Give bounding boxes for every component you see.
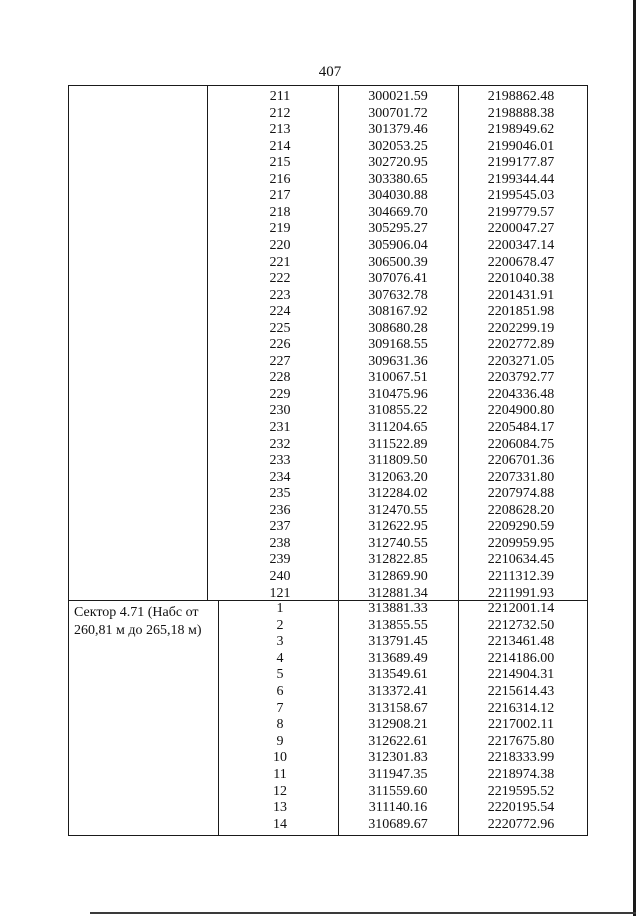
- x-coordinate: 305906.04: [368, 237, 428, 253]
- column-divider-1b: [218, 600, 219, 836]
- y-coordinate: 2199779.57: [487, 204, 555, 220]
- x-coordinate: 312881.34: [368, 585, 428, 601]
- y-coordinate: 2209290.59: [487, 519, 555, 535]
- x-coordinate: 310855.22: [368, 403, 428, 419]
- y-coordinate: 2201851.98: [487, 304, 555, 320]
- x-coordinate: 313855.55: [368, 617, 428, 633]
- y-coordinate: 2201040.38: [487, 271, 555, 287]
- point-number: 213: [269, 122, 291, 138]
- y-coordinate: 2201431.91: [487, 287, 555, 303]
- y-coordinate: 2218333.99: [487, 750, 555, 766]
- x-coordinate: 311809.50: [368, 453, 428, 469]
- y-coordinate: 2211991.93: [488, 585, 554, 601]
- y-coordinate: 2202772.89: [487, 337, 555, 353]
- page-edge-bottom: [90, 912, 636, 914]
- point-number: 224: [269, 304, 291, 320]
- x-coordinate: 311559.60: [368, 783, 428, 799]
- point-number: 14: [273, 816, 287, 832]
- y-coordinate: 2200047.27: [487, 221, 555, 237]
- y-coordinate: 2199344.44: [487, 171, 555, 187]
- point-number: 13: [273, 800, 287, 816]
- y-coordinate: 2208628.20: [487, 502, 555, 518]
- x-coordinate: 311947.35: [368, 767, 428, 782]
- sector-label: [74, 604, 202, 640]
- y-coordinate: 2209959.95: [487, 535, 555, 551]
- point-number: 236: [269, 502, 291, 518]
- y-coordinate: 2216314.12: [487, 700, 555, 716]
- x-coordinate: 300701.72: [368, 105, 428, 121]
- y-coordinate: 2200347.14: [487, 237, 555, 253]
- y-coordinate: 2205484.17: [487, 420, 555, 435]
- x-coordinate: 302053.25: [368, 138, 428, 154]
- point-number: 212: [269, 105, 291, 121]
- y-coordinate: 2199177.87: [487, 155, 555, 171]
- point-number: 240: [269, 568, 291, 584]
- x-coordinate: 312622.95: [368, 519, 428, 535]
- x-coordinate: 312740.55: [368, 535, 428, 551]
- y-coordinate: 2220195.54: [487, 800, 555, 816]
- y-coordinate: 2204336.48: [487, 386, 555, 402]
- point-number: 237: [269, 519, 291, 535]
- x-coordinate: 311522.89: [368, 436, 428, 452]
- point-number: 214: [269, 138, 291, 154]
- point-number: 219: [269, 221, 291, 237]
- page-edge-right: [633, 0, 636, 916]
- x-coordinate: 312284.02: [368, 486, 428, 502]
- point-number: 223: [269, 287, 291, 303]
- column-divider-3: [458, 85, 459, 836]
- x-coordinate: 313791.45: [368, 634, 428, 650]
- y-coordinate: 2211312.39: [488, 568, 554, 584]
- y-coordinate: 2199545.03: [487, 188, 555, 204]
- point-number: 2: [276, 617, 284, 633]
- y-coordinate: 2199046.01: [487, 138, 555, 154]
- point-number: 7: [276, 700, 284, 716]
- x-coordinate: 309631.36: [368, 353, 428, 369]
- x-coordinate: 312622.61: [368, 733, 428, 749]
- y-coordinate: 2214186.00: [487, 650, 555, 666]
- point-number: 211: [269, 89, 291, 104]
- y-coordinate: 2217002.11: [488, 717, 554, 733]
- y-coordinate: 2206084.75: [487, 436, 555, 452]
- x-coordinate: 307076.41: [368, 271, 428, 287]
- y-coordinate: 2200678.47: [487, 254, 555, 270]
- y-coordinate: 2204900.80: [487, 403, 555, 419]
- x-coordinate: 311204.65: [368, 420, 428, 435]
- point-number: 238: [269, 535, 291, 551]
- point-number: 222: [269, 271, 291, 287]
- y-coordinate: 2219595.52: [487, 783, 555, 799]
- y-coordinate: 2213461.48: [487, 634, 555, 650]
- column-divider-1a: [207, 85, 208, 600]
- y-coordinate: 2215614.43: [487, 684, 555, 699]
- point-number: 8: [276, 717, 284, 733]
- x-coordinate: 308167.92: [368, 304, 428, 320]
- point-number: 11: [273, 767, 287, 782]
- x-coordinate: 313881.33: [368, 601, 428, 616]
- point-number: 235: [269, 486, 291, 502]
- x-coordinate: 312063.20: [368, 469, 428, 485]
- point-number: 215: [269, 155, 291, 171]
- x-coordinate: 304030.88: [368, 188, 428, 204]
- x-coordinate: 301379.46: [368, 122, 428, 138]
- point-number: 226: [269, 337, 291, 353]
- point-number: 227: [269, 353, 291, 369]
- point-number: 230: [269, 403, 291, 419]
- point-number: 216: [269, 171, 291, 187]
- x-coordinate: 313372.41: [368, 684, 428, 699]
- x-coordinate: 313689.49: [368, 650, 428, 666]
- sector-label-line2: 260,81 м до 265,18 м): [74, 623, 202, 638]
- y-coordinate: 2203271.05: [487, 353, 555, 369]
- x-coordinate: 312869.90: [368, 568, 428, 584]
- x-coordinate: 303380.65: [368, 171, 428, 187]
- x-coordinate: 302720.95: [368, 155, 428, 171]
- y-coordinate: 2218974.38: [487, 767, 555, 782]
- y-coordinate: 2217675.80: [487, 733, 555, 749]
- y-coordinate: 2198862.48: [487, 89, 555, 104]
- x-coordinate: 307632.78: [368, 287, 428, 303]
- point-number: 3: [276, 634, 284, 650]
- y-coordinate: 2212732.50: [487, 617, 555, 633]
- y-coordinate: 2214904.31: [487, 667, 555, 683]
- point-number: 10: [273, 750, 287, 766]
- page-number: 407: [318, 64, 342, 80]
- point-number: 9: [276, 733, 284, 749]
- point-number: 234: [269, 469, 291, 485]
- point-number: 121: [269, 585, 291, 601]
- point-number: 12: [273, 783, 287, 799]
- point-number: 239: [269, 552, 291, 568]
- x-coordinate: 310475.96: [368, 386, 428, 402]
- x-coordinate: 310067.51: [368, 370, 428, 386]
- x-coordinate: 309168.55: [368, 337, 428, 353]
- point-number: 229: [269, 386, 291, 402]
- x-coordinate: 308680.28: [368, 320, 428, 336]
- x-coordinate: 310689.67: [368, 816, 428, 832]
- y-coordinate: 2206701.36: [487, 453, 555, 469]
- y-coordinate: 2202299.19: [487, 320, 555, 336]
- point-number: 217: [269, 188, 291, 204]
- point-number: 232: [269, 436, 291, 452]
- y-coordinate: 2198949.62: [487, 122, 555, 138]
- point-number: 231: [269, 420, 291, 435]
- point-number: 4: [276, 650, 284, 666]
- x-coordinate: 306500.39: [368, 254, 428, 270]
- x-coordinate: 312301.83: [368, 750, 428, 766]
- x-coordinate: 300021.59: [368, 89, 428, 104]
- x-coordinate: 305295.27: [368, 221, 428, 237]
- point-number: 225: [269, 320, 291, 336]
- point-number: 5: [276, 667, 284, 683]
- y-coordinate: 2220772.96: [487, 816, 555, 832]
- x-coordinate: 312470.55: [368, 502, 428, 518]
- point-number: 233: [269, 453, 291, 469]
- point-number: 221: [269, 254, 291, 270]
- x-coordinate: 313549.61: [368, 667, 428, 683]
- x-coordinate: 312822.85: [368, 552, 428, 568]
- y-coordinate: 2203792.77: [487, 370, 555, 386]
- y-coordinate: 2207974.88: [487, 486, 555, 502]
- point-number: 220: [269, 237, 291, 253]
- x-coordinate: 312908.21: [368, 717, 428, 733]
- point-number: 218: [269, 204, 291, 220]
- y-coordinate: 2210634.45: [487, 552, 555, 568]
- point-number: 6: [276, 684, 284, 699]
- x-coordinate: 311140.16: [368, 800, 428, 816]
- sector-label-line1: Сектор 4.71 (Набс от: [74, 605, 199, 620]
- point-number: 1: [276, 601, 284, 616]
- y-coordinate: 2207331.80: [487, 469, 555, 485]
- point-number: 228: [269, 370, 291, 386]
- y-coordinate: 2212001.14: [487, 601, 555, 616]
- x-coordinate: 313158.67: [368, 700, 428, 716]
- y-coordinate: 2198888.38: [487, 105, 555, 121]
- x-coordinate: 304669.70: [368, 204, 428, 220]
